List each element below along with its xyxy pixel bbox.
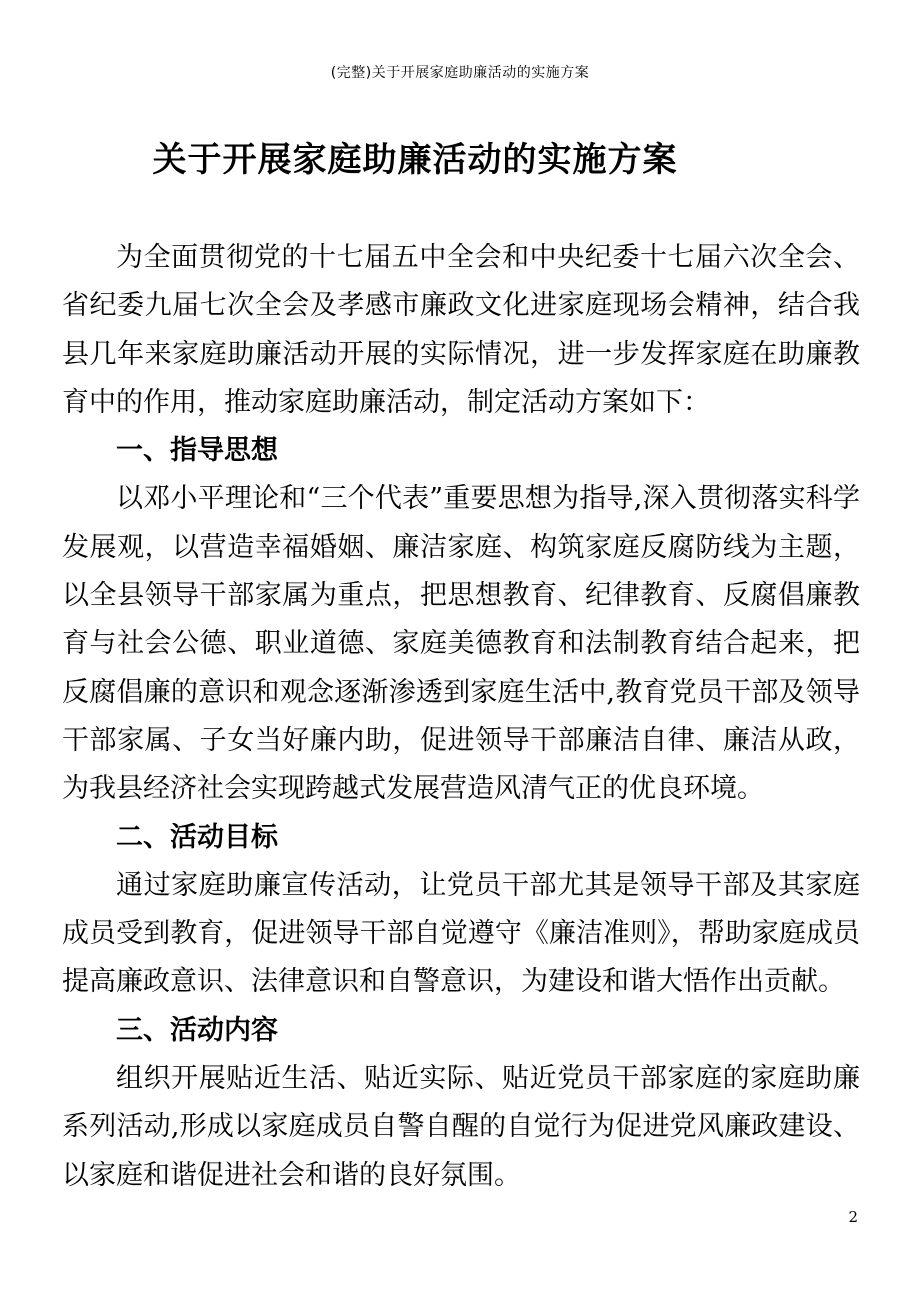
page-number: 2: [848, 1208, 858, 1226]
document-title: 关于开展家庭助廉活动的实施方案: [152, 140, 678, 180]
section-paragraph-activity-content: 组织开展贴近生活、贴近实际、贴近党员干部家庭的家庭助廉系列活动,形成以家庭成员自警自醒的自觉行为促进党风廉政建设、以家庭和谐促进社会和谐的良好氛围。: [62, 1063, 860, 1191]
section-heading-activity-goals: 二、活动目标: [116, 821, 278, 853]
section-heading-activity-content: 三、活动内容: [116, 1014, 278, 1046]
running-header: (完整)关于开展家庭助廉活动的实施方案: [330, 65, 590, 81]
intro-paragraph: 为全面贯彻党的十七届五中全会和中央纪委十七届六次全会、省纪委九届七次全会及孝感市廉政文化进家庭现场会精神，结合我县几年来家庭助廉活动开展的实际情况，进一步发挥家庭在助廉教育中的作用，推动家庭助廉活动，制定活动方案如下：: [62, 242, 860, 418]
document-body: [62, 234, 860, 1200]
section-paragraph-activity-goals: 通过家庭助廉宣传活动，让党员干部尤其是领导干部及其家庭成员受到教育，促进领导干部自觉遵守《廉洁准则》，帮助家庭成员提高廉政意识、法律意识和自警意识，为建设和谐大悟作出贡献。: [62, 869, 860, 998]
section-paragraph-guiding-thought: 以邓小平理论和“三个代表”重要思想为指导,深入贯彻落实科学发展观，以营造幸福婚姻、廉洁家庭、构筑家庭反腐防线为主题，以全县领导干部家属为重点，把思想教育、纪律教育、反腐倡廉教育与社会公德、职业道德、家庭美德教育和法制教育结合起来，把反腐倡廉的意识和观念逐渐渗透到家庭生活中,教育党员干部及领导干部家属、子女当好廉内助，促进领导干部廉洁自律、廉洁从政，为我县经济社会实现跨越式发展营造风清气正的优良环境。: [62, 483, 860, 805]
section-heading-guiding-thought: 一、指导思想: [116, 435, 278, 467]
